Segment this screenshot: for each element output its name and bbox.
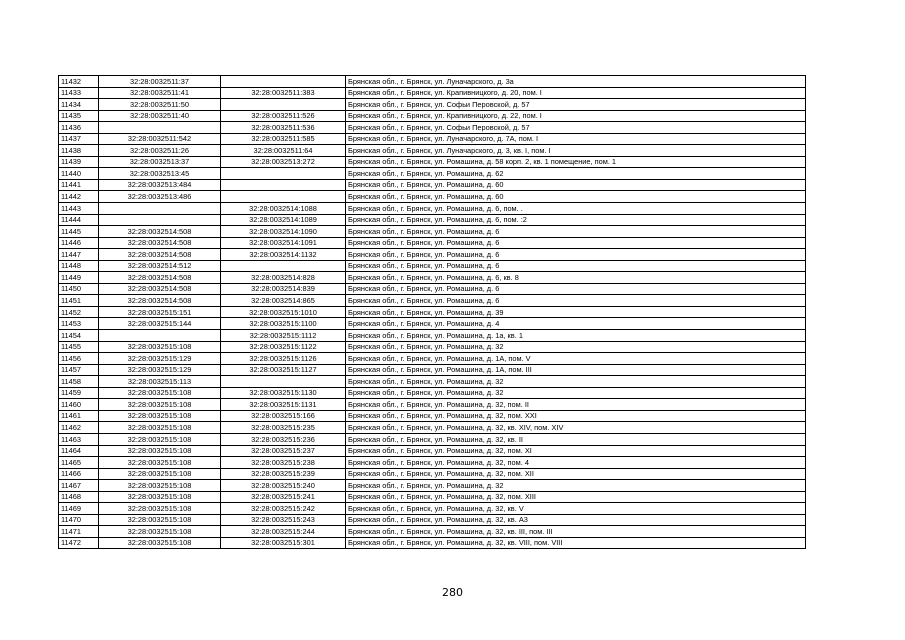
- row-number-cell: 11465: [59, 457, 99, 469]
- table-row: [59, 491, 806, 503]
- row-number-cell: 11432: [59, 76, 99, 88]
- parcel-number-cell: 32:28:0032514:508: [99, 272, 221, 284]
- address-cell: Брянская обл., г. Брянск, ул. Ромашина, д. 6: [346, 249, 806, 261]
- parcel-number-cell: 32:28:0032514:508: [99, 237, 221, 249]
- address-cell: Брянская обл., г. Брянск, ул. Ромашина, д. 32: [346, 376, 806, 388]
- table-row: [59, 203, 806, 215]
- parcel-number-cell: 32:28:0032515:108: [99, 341, 221, 353]
- parcel-number-cell: 32:28:0032514:508: [99, 295, 221, 307]
- object-number-cell: 32:28:0032515:241: [221, 491, 346, 503]
- parcel-number-cell: 32:28:0032513:37: [99, 156, 221, 168]
- parcel-number-cell: 32:28:0032515:108: [99, 468, 221, 480]
- address-cell: Брянская обл., г. Брянск, ул. Крапивницкого, д. 22, пом. I: [346, 110, 806, 122]
- table-row: [59, 191, 806, 203]
- table-row: [59, 156, 806, 168]
- table-row: [59, 364, 806, 376]
- object-number-cell: [221, 76, 346, 88]
- row-number-cell: 11463: [59, 433, 99, 445]
- row-number-cell: 11447: [59, 249, 99, 261]
- object-number-cell: 32:28:0032514:839: [221, 283, 346, 295]
- parcel-number-cell: 32:28:0032515:108: [99, 514, 221, 526]
- address-cell: Брянская обл., г. Брянск, ул. Ромашина, д. 60: [346, 191, 806, 203]
- object-number-cell: 32:28:0032515:1112: [221, 330, 346, 342]
- address-cell: Брянская обл., г. Брянск, ул. Ромашина, д. 1А, пом. III: [346, 364, 806, 376]
- address-cell: Брянская обл., г. Брянск, ул. Ромашина, д. 32, кв. III, пом. III: [346, 526, 806, 538]
- table-row: [59, 433, 806, 445]
- parcel-number-cell: 32:28:0032515:108: [99, 422, 221, 434]
- address-cell: Брянская обл., г. Брянск, ул. Ромашина, д. 6, кв. 8: [346, 272, 806, 284]
- parcel-number-cell: 32:28:0032515:108: [99, 445, 221, 457]
- address-cell: Брянская обл., г. Брянск, ул. Луначарского, д. 3а: [346, 76, 806, 88]
- row-number-cell: 11457: [59, 364, 99, 376]
- parcel-number-cell: 32:28:0032515:129: [99, 364, 221, 376]
- table-row: [59, 110, 806, 122]
- parcel-number-cell: 32:28:0032511:50: [99, 99, 221, 111]
- table-row: [59, 330, 806, 342]
- address-cell: Брянская обл., г. Брянск, ул. Луначарского, д. 7А, пом. I: [346, 133, 806, 145]
- table-row: [59, 260, 806, 272]
- row-number-cell: 11433: [59, 87, 99, 99]
- table-row: [59, 306, 806, 318]
- object-number-cell: 32:28:0032515:239: [221, 468, 346, 480]
- object-number-cell: [221, 376, 346, 388]
- address-cell: Брянская обл., г. Брянск, ул. Ромашина, д. 32, кв. II: [346, 433, 806, 445]
- parcel-number-cell: 32:28:0032511:41: [99, 87, 221, 99]
- object-number-cell: 32:28:0032514:1091: [221, 237, 346, 249]
- parcel-number-cell: 32:28:0032515:108: [99, 457, 221, 469]
- object-number-cell: 32:28:0032515:1126: [221, 353, 346, 365]
- object-number-cell: 32:28:0032515:240: [221, 480, 346, 492]
- address-cell: Брянская обл., г. Брянск, ул. Ромашина, д. 1А, пом. V: [346, 353, 806, 365]
- parcel-number-cell: 32:28:0032511:37: [99, 76, 221, 88]
- object-number-cell: 32:28:0032511:526: [221, 110, 346, 122]
- object-number-cell: [221, 179, 346, 191]
- table-row: [59, 122, 806, 134]
- object-number-cell: 32:28:0032515:1010: [221, 306, 346, 318]
- table-row: [59, 480, 806, 492]
- table-row: [59, 226, 806, 238]
- row-number-cell: 11458: [59, 376, 99, 388]
- row-number-cell: 11451: [59, 295, 99, 307]
- object-number-cell: 32:28:0032513:272: [221, 156, 346, 168]
- address-cell: Брянская обл., г. Брянск, ул. Ромашина, д. 6: [346, 237, 806, 249]
- parcel-number-cell: 32:28:0032515:108: [99, 387, 221, 399]
- table-row: [59, 87, 806, 99]
- address-cell: Брянская обл., г. Брянск, ул. Ромашина, д. 32, пом. 4: [346, 457, 806, 469]
- table-row: [59, 237, 806, 249]
- row-number-cell: 11442: [59, 191, 99, 203]
- address-cell: Брянская обл., г. Брянск, ул. Ромашина, д. 6, пом. .: [346, 203, 806, 215]
- parcel-number-cell: 32:28:0032515:108: [99, 433, 221, 445]
- row-number-cell: 11468: [59, 491, 99, 503]
- address-cell: Брянская обл., г. Брянск, ул. Ромашина, д. 32, пом. XI: [346, 445, 806, 457]
- table-row: [59, 145, 806, 157]
- row-number-cell: 11462: [59, 422, 99, 434]
- parcel-number-cell: 32:28:0032513:484: [99, 179, 221, 191]
- page-number: 280: [442, 586, 463, 599]
- table-row: [59, 526, 806, 538]
- object-number-cell: 32:28:0032511:383: [221, 87, 346, 99]
- row-number-cell: 11454: [59, 330, 99, 342]
- parcel-number-cell: 32:28:0032513:45: [99, 168, 221, 180]
- object-number-cell: 32:28:0032515:1131: [221, 399, 346, 411]
- row-number-cell: 11466: [59, 468, 99, 480]
- table-row: [59, 468, 806, 480]
- table-row: [59, 445, 806, 457]
- table-row: [59, 214, 806, 226]
- object-number-cell: 32:28:0032515:237: [221, 445, 346, 457]
- parcel-number-cell: 32:28:0032514:512: [99, 260, 221, 272]
- address-cell: Брянская обл., г. Брянск, ул. Ромашина, д. 6: [346, 226, 806, 238]
- address-cell: Брянская обл., г. Брянск, ул. Ромашина, д. 32: [346, 480, 806, 492]
- address-cell: Брянская обл., г. Брянск, ул. Ромашина, д. 4: [346, 318, 806, 330]
- row-number-cell: 11471: [59, 526, 99, 538]
- address-cell: Брянская обл., г. Брянск, ул. Ромашина, д. 32, кв. V: [346, 503, 806, 515]
- parcel-number-cell: 32:28:0032515:113: [99, 376, 221, 388]
- table-row: [59, 249, 806, 261]
- object-number-cell: 32:28:0032515:301: [221, 537, 346, 549]
- row-number-cell: 11443: [59, 203, 99, 215]
- table-row: [59, 387, 806, 399]
- table-row: [59, 272, 806, 284]
- parcel-number-cell: 32:28:0032515:108: [99, 537, 221, 549]
- address-cell: Брянская обл., г. Брянск, ул. Ромашина, д. 6: [346, 260, 806, 272]
- table-row: [59, 341, 806, 353]
- row-number-cell: 11441: [59, 179, 99, 191]
- row-number-cell: 11460: [59, 399, 99, 411]
- parcel-number-cell: 32:28:0032515:108: [99, 410, 221, 422]
- table-row: [59, 399, 806, 411]
- address-cell: Брянская обл., г. Брянск, ул. Ромашина, д. 58 корп. 2, кв. 1 помещение, пом. 1: [346, 156, 806, 168]
- cadastral-table: [58, 75, 806, 549]
- parcel-number-cell: 32:28:0032515:108: [99, 491, 221, 503]
- parcel-number-cell: 32:28:0032515:151: [99, 306, 221, 318]
- table-row: [59, 133, 806, 145]
- address-cell: Брянская обл., г. Брянск, ул. Ромашина, д. 32, пом. XII: [346, 468, 806, 480]
- address-cell: Брянская обл., г. Брянск, ул. Ромашина, д. 32, пом. II: [346, 399, 806, 411]
- object-number-cell: 32:28:0032514:1088: [221, 203, 346, 215]
- object-number-cell: 32:28:0032515:1100: [221, 318, 346, 330]
- row-number-cell: 11453: [59, 318, 99, 330]
- address-cell: Брянская обл., г. Брянск, ул. Ромашина, д. 6, пом. :2: [346, 214, 806, 226]
- parcel-number-cell: [99, 203, 221, 215]
- object-number-cell: 32:28:0032514:1090: [221, 226, 346, 238]
- parcel-number-cell: 32:28:0032515:108: [99, 503, 221, 515]
- object-number-cell: 32:28:0032514:1089: [221, 214, 346, 226]
- object-number-cell: 32:28:0032514:828: [221, 272, 346, 284]
- object-number-cell: 32:28:0032515:235: [221, 422, 346, 434]
- object-number-cell: 32:28:0032515:236: [221, 433, 346, 445]
- parcel-number-cell: [99, 330, 221, 342]
- parcel-number-cell: 32:28:0032514:508: [99, 249, 221, 261]
- table-row: [59, 503, 806, 515]
- row-number-cell: 11438: [59, 145, 99, 157]
- row-number-cell: 11459: [59, 387, 99, 399]
- row-number-cell: 11472: [59, 537, 99, 549]
- row-number-cell: 11469: [59, 503, 99, 515]
- row-number-cell: 11464: [59, 445, 99, 457]
- parcel-number-cell: 32:28:0032511:40: [99, 110, 221, 122]
- object-number-cell: 32:28:0032515:244: [221, 526, 346, 538]
- address-cell: Брянская обл., г. Брянск, ул. Ромашина, д. 32: [346, 387, 806, 399]
- row-number-cell: 11461: [59, 410, 99, 422]
- parcel-number-cell: 32:28:0032514:508: [99, 283, 221, 295]
- address-cell: Брянская обл., г. Брянск, ул. Ромашина, д. 6: [346, 295, 806, 307]
- row-number-cell: 11434: [59, 99, 99, 111]
- address-cell: Брянская обл., г. Брянск, ул. Крапивницкого, д. 20, пом. I: [346, 87, 806, 99]
- address-cell: Брянская обл., г. Брянск, ул. Ромашина, д. 6: [346, 283, 806, 295]
- object-number-cell: 32:28:0032515:242: [221, 503, 346, 515]
- row-number-cell: 11445: [59, 226, 99, 238]
- address-cell: Брянская обл., г. Брянск, ул. Ромашина, д. 62: [346, 168, 806, 180]
- address-cell: Брянская обл., г. Брянск, ул. Софьи Перовской, д. 57: [346, 122, 806, 134]
- address-cell: Брянская обл., г. Брянск, ул. Ромашина, д. 32, кв. А3: [346, 514, 806, 526]
- address-cell: Брянская обл., г. Брянск, ул. Ромашина, д. 60: [346, 179, 806, 191]
- parcel-number-cell: 32:28:0032514:508: [99, 226, 221, 238]
- object-number-cell: 32:28:0032515:1127: [221, 364, 346, 376]
- object-number-cell: 32:28:0032515:243: [221, 514, 346, 526]
- object-number-cell: [221, 99, 346, 111]
- object-number-cell: [221, 168, 346, 180]
- table-row: [59, 76, 806, 88]
- row-number-cell: 11446: [59, 237, 99, 249]
- row-number-cell: 11439: [59, 156, 99, 168]
- row-number-cell: 11449: [59, 272, 99, 284]
- object-number-cell: 32:28:0032515:166: [221, 410, 346, 422]
- object-number-cell: 32:28:0032515:238: [221, 457, 346, 469]
- object-number-cell: [221, 191, 346, 203]
- object-number-cell: 32:28:0032511:585: [221, 133, 346, 145]
- table-row: [59, 295, 806, 307]
- parcel-number-cell: 32:28:0032515:144: [99, 318, 221, 330]
- address-cell: Брянская обл., г. Брянск, ул. Ромашина, д. 32, кв. XIV, пом. XIV: [346, 422, 806, 434]
- object-number-cell: 32:28:0032515:1130: [221, 387, 346, 399]
- object-number-cell: 32:28:0032514:1132: [221, 249, 346, 261]
- address-cell: Брянская обл., г. Брянск, ул. Ромашина, д. 32, пом. XXI: [346, 410, 806, 422]
- row-number-cell: 11448: [59, 260, 99, 272]
- address-cell: Брянская обл., г. Брянск, ул. Ромашина, д. 32, кв. VIII, пом. VIII: [346, 537, 806, 549]
- table-row: [59, 376, 806, 388]
- object-number-cell: 32:28:0032511:536: [221, 122, 346, 134]
- table-row: [59, 514, 806, 526]
- object-number-cell: 32:28:0032515:1122: [221, 341, 346, 353]
- row-number-cell: 11467: [59, 480, 99, 492]
- address-cell: Брянская обл., г. Брянск, ул. Ромашина, д. 32: [346, 341, 806, 353]
- row-number-cell: 11444: [59, 214, 99, 226]
- row-number-cell: 11456: [59, 353, 99, 365]
- parcel-number-cell: 32:28:0032513:486: [99, 191, 221, 203]
- parcel-number-cell: 32:28:0032515:129: [99, 353, 221, 365]
- row-number-cell: 11452: [59, 306, 99, 318]
- object-number-cell: 32:28:0032514:865: [221, 295, 346, 307]
- address-cell: Брянская обл., г. Брянск, ул. Ромашина, д. 39: [346, 306, 806, 318]
- table-row: [59, 179, 806, 191]
- parcel-number-cell: 32:28:0032511:26: [99, 145, 221, 157]
- address-cell: Брянская обл., г. Брянск, ул. Ромашина, д. 32, пом. XIII: [346, 491, 806, 503]
- row-number-cell: 11455: [59, 341, 99, 353]
- row-number-cell: 11437: [59, 133, 99, 145]
- cadastral-table-body: [59, 76, 806, 549]
- address-cell: Брянская обл., г. Брянск, ул. Софьи Перовской, д. 57: [346, 99, 806, 111]
- row-number-cell: 11470: [59, 514, 99, 526]
- parcel-number-cell: [99, 214, 221, 226]
- row-number-cell: 11436: [59, 122, 99, 134]
- parcel-number-cell: [99, 122, 221, 134]
- table-row: [59, 283, 806, 295]
- table-row: [59, 168, 806, 180]
- parcel-number-cell: 32:28:0032511:542: [99, 133, 221, 145]
- table-row: [59, 457, 806, 469]
- parcel-number-cell: 32:28:0032515:108: [99, 526, 221, 538]
- table-row: [59, 537, 806, 549]
- address-cell: Брянская обл., г. Брянск, ул. Луначарского, д. 3, кв. I, пом. I: [346, 145, 806, 157]
- row-number-cell: 11435: [59, 110, 99, 122]
- table-row: [59, 353, 806, 365]
- parcel-number-cell: 32:28:0032515:108: [99, 480, 221, 492]
- table-row: [59, 422, 806, 434]
- object-number-cell: [221, 260, 346, 272]
- parcel-number-cell: 32:28:0032515:108: [99, 399, 221, 411]
- table-row: [59, 318, 806, 330]
- table-row: [59, 99, 806, 111]
- object-number-cell: 32:28:0032511:64: [221, 145, 346, 157]
- table-row: [59, 410, 806, 422]
- address-cell: Брянская обл., г. Брянск, ул. Ромашина, д. 1а, кв. 1: [346, 330, 806, 342]
- row-number-cell: 11440: [59, 168, 99, 180]
- row-number-cell: 11450: [59, 283, 99, 295]
